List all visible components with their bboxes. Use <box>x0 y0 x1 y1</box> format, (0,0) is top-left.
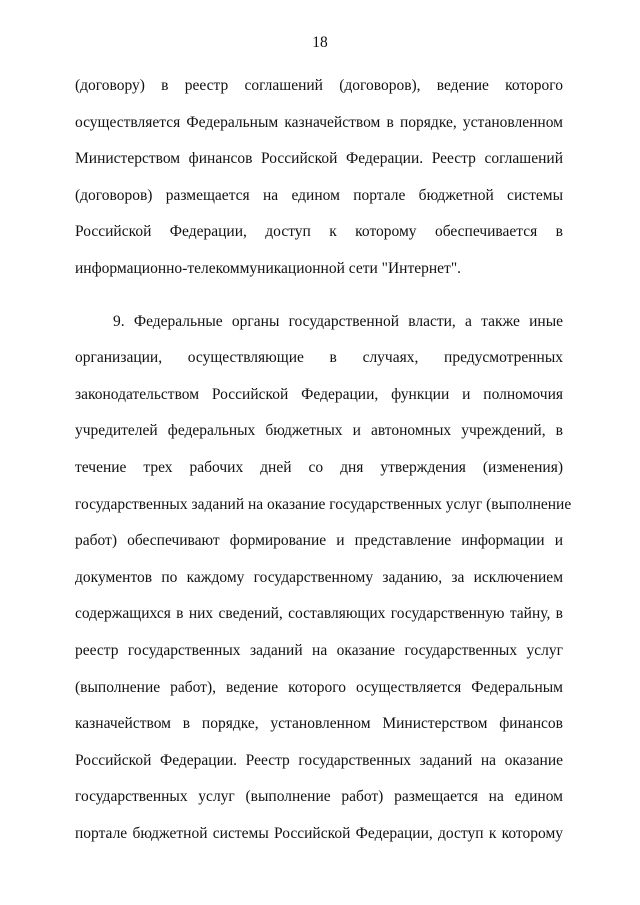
paragraph-line: Российской Федерации, доступ к которому обеспечивается в <box>75 223 563 241</box>
paragraph-line: (договору) в реестр соглашений (договоров), ведение которого <box>75 77 563 94</box>
paragraph-line: (выполнение работ), ведение которого осуществляется Федеральным <box>75 678 563 696</box>
paragraph-1 <box>75 68 563 288</box>
paragraph-line: казначейством в порядке, установленном Министерством финансов <box>75 715 563 733</box>
paragraph-line: (договоров) размещается на едином портале бюджетной системы <box>75 186 563 204</box>
paragraph-line: 9. Федеральные органы государственной власти, а также иные <box>113 312 563 330</box>
paragraph-line: работ) обеспечивают формирование и представление информации и <box>75 532 563 550</box>
paragraph-gap <box>75 288 563 304</box>
paragraph-line: информационно-телекоммуникационной сети "Интернет". <box>75 259 462 277</box>
paragraph-line: учредителей федеральных бюджетных и автономных учреждений, в <box>75 422 563 440</box>
page-number: 18 <box>312 34 328 51</box>
paragraph-line: содержащихся в них сведений, составляющих государственную тайну, в <box>75 605 563 623</box>
paragraph-line: реестр государственных заданий на оказание государственных услуг <box>75 641 563 659</box>
paragraph-line: документов по каждому государственному заданию, за исключением <box>75 568 563 586</box>
paragraph-line: государственных услуг (выполнение работ) размещается на едином <box>75 788 563 806</box>
paragraph-line: Российской Федерации. Реестр государственных заданий на оказание <box>75 751 563 769</box>
paragraph-line: течение трех рабочих дней со дня утверждения (изменения) <box>75 458 563 476</box>
paragraph-2 <box>75 304 572 853</box>
paragraph-line: законодательством Российской Федерации, функции и полномочия <box>75 385 563 403</box>
paragraph-line: государственных заданий на оказание государственных услуг (выполнение <box>75 495 572 513</box>
paragraph-line: осуществляется Федеральным казначейством в порядке, установленном <box>75 113 563 131</box>
body-text <box>75 68 572 852</box>
paragraph-line: портале бюджетной системы Российской Федерации, доступ к которому <box>75 824 563 842</box>
paragraph-line: организации, осуществляющие в случаях, предусмотренных <box>75 349 563 367</box>
paragraph-line: Министерством финансов Российской Федерации. Реестр соглашений <box>75 150 563 168</box>
